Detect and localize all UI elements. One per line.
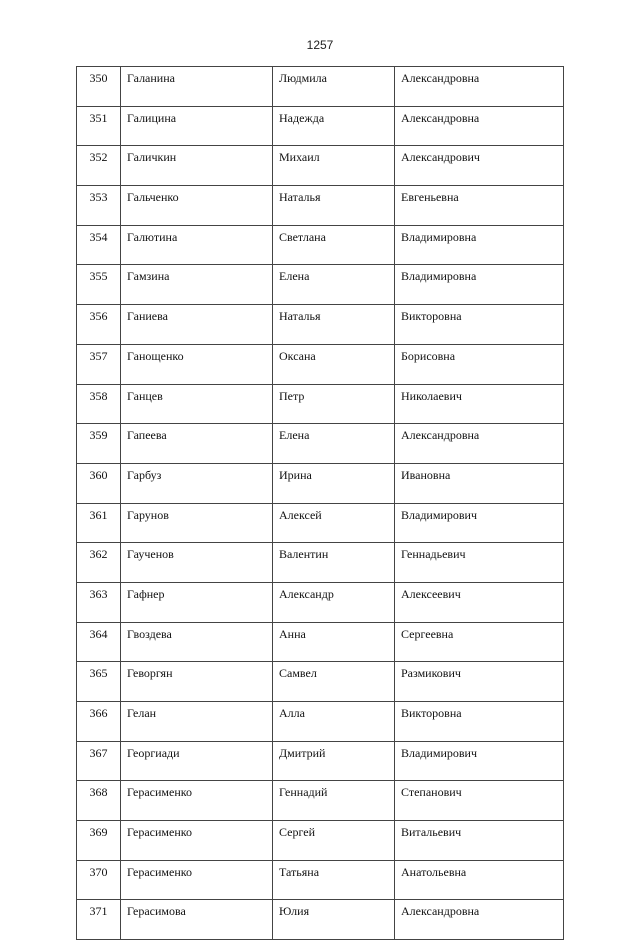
table-row: [77, 741, 564, 781]
first-name-cell: Анна: [273, 622, 395, 662]
row-number-cell: 353: [77, 186, 121, 226]
first-name-cell: Светлана: [273, 225, 395, 265]
surname-cell: Гвоздева: [121, 622, 273, 662]
patronymic-cell: Александровна: [395, 900, 564, 940]
surname-cell: Галицина: [121, 106, 273, 146]
surname-cell: Ганощенко: [121, 344, 273, 384]
row-number-cell: 358: [77, 384, 121, 424]
table-row: [77, 622, 564, 662]
surname-cell: Гапеева: [121, 424, 273, 464]
row-number-cell: 367: [77, 741, 121, 781]
row-number-cell: 371: [77, 900, 121, 940]
first-name-cell: Людмила: [273, 67, 395, 107]
row-number-cell: 351: [77, 106, 121, 146]
row-number-cell: 356: [77, 305, 121, 345]
first-name-cell: Юлия: [273, 900, 395, 940]
first-name-cell: Наталья: [273, 186, 395, 226]
surname-cell: Герасименко: [121, 781, 273, 821]
surname-cell: Герасименко: [121, 821, 273, 861]
table-row: [77, 305, 564, 345]
table-row: [77, 900, 564, 940]
surname-cell: Галютина: [121, 225, 273, 265]
row-number-cell: 362: [77, 543, 121, 583]
row-number-cell: 354: [77, 225, 121, 265]
patronymic-cell: Владимировна: [395, 225, 564, 265]
first-name-cell: Дмитрий: [273, 741, 395, 781]
surname-cell: Гаученов: [121, 543, 273, 583]
table-row: [77, 384, 564, 424]
row-number-cell: 370: [77, 860, 121, 900]
table-row: [77, 463, 564, 503]
row-number-cell: 355: [77, 265, 121, 305]
first-name-cell: Александр: [273, 582, 395, 622]
row-number-cell: 365: [77, 662, 121, 702]
surname-cell: Галанина: [121, 67, 273, 107]
table-row: [77, 106, 564, 146]
names-table-body: [77, 67, 564, 940]
row-number-cell: 350: [77, 67, 121, 107]
surname-cell: Герасимова: [121, 900, 273, 940]
row-number-cell: 366: [77, 702, 121, 742]
surname-cell: Геворгян: [121, 662, 273, 702]
patronymic-cell: Александровна: [395, 67, 564, 107]
table-row: [77, 781, 564, 821]
row-number-cell: 364: [77, 622, 121, 662]
patronymic-cell: Александровна: [395, 106, 564, 146]
row-number-cell: 361: [77, 503, 121, 543]
patronymic-cell: Владимировна: [395, 265, 564, 305]
first-name-cell: Геннадий: [273, 781, 395, 821]
patronymic-cell: Размикович: [395, 662, 564, 702]
table-row: [77, 225, 564, 265]
patronymic-cell: Степанович: [395, 781, 564, 821]
first-name-cell: Валентин: [273, 543, 395, 583]
patronymic-cell: Александрович: [395, 146, 564, 186]
patronymic-cell: Александровна: [395, 424, 564, 464]
first-name-cell: Петр: [273, 384, 395, 424]
table-row: [77, 424, 564, 464]
table-row: [77, 186, 564, 226]
row-number-cell: 369: [77, 821, 121, 861]
surname-cell: Гарбуз: [121, 463, 273, 503]
row-number-cell: 352: [77, 146, 121, 186]
surname-cell: Гарунов: [121, 503, 273, 543]
table-row: [77, 67, 564, 107]
first-name-cell: Самвел: [273, 662, 395, 702]
page-number: 1257: [306, 38, 334, 52]
table-row: [77, 543, 564, 583]
row-number-cell: 360: [77, 463, 121, 503]
table-row: [77, 582, 564, 622]
table-row: [77, 702, 564, 742]
names-table: [76, 66, 564, 940]
patronymic-cell: Викторовна: [395, 305, 564, 345]
surname-cell: Георгиади: [121, 741, 273, 781]
table-row: [77, 860, 564, 900]
patronymic-cell: Геннадьевич: [395, 543, 564, 583]
first-name-cell: Михаил: [273, 146, 395, 186]
first-name-cell: Сергей: [273, 821, 395, 861]
patronymic-cell: Николаевич: [395, 384, 564, 424]
table-row: [77, 265, 564, 305]
first-name-cell: Елена: [273, 424, 395, 464]
patronymic-cell: Витальевич: [395, 821, 564, 861]
first-name-cell: Ирина: [273, 463, 395, 503]
table-row: [77, 503, 564, 543]
table-row: [77, 146, 564, 186]
row-number-cell: 359: [77, 424, 121, 464]
surname-cell: Ганиева: [121, 305, 273, 345]
row-number-cell: 357: [77, 344, 121, 384]
surname-cell: Гальченко: [121, 186, 273, 226]
patronymic-cell: Анатольевна: [395, 860, 564, 900]
patronymic-cell: Сергеевна: [395, 622, 564, 662]
first-name-cell: Надежда: [273, 106, 395, 146]
patronymic-cell: Алексеевич: [395, 582, 564, 622]
surname-cell: Гамзина: [121, 265, 273, 305]
first-name-cell: Алла: [273, 702, 395, 742]
first-name-cell: Алексей: [273, 503, 395, 543]
table-row: [77, 344, 564, 384]
table-row: [77, 821, 564, 861]
surname-cell: Ганцев: [121, 384, 273, 424]
first-name-cell: Оксана: [273, 344, 395, 384]
surname-cell: Галичкин: [121, 146, 273, 186]
patronymic-cell: Викторовна: [395, 702, 564, 742]
first-name-cell: Наталья: [273, 305, 395, 345]
patronymic-cell: Ивановна: [395, 463, 564, 503]
row-number-cell: 368: [77, 781, 121, 821]
patronymic-cell: Борисовна: [395, 344, 564, 384]
patronymic-cell: Евгеньевна: [395, 186, 564, 226]
first-name-cell: Елена: [273, 265, 395, 305]
first-name-cell: Татьяна: [273, 860, 395, 900]
surname-cell: Гелан: [121, 702, 273, 742]
patronymic-cell: Владимирович: [395, 503, 564, 543]
row-number-cell: 363: [77, 582, 121, 622]
patronymic-cell: Владимирович: [395, 741, 564, 781]
table-row: [77, 662, 564, 702]
surname-cell: Герасименко: [121, 860, 273, 900]
surname-cell: Гафнер: [121, 582, 273, 622]
